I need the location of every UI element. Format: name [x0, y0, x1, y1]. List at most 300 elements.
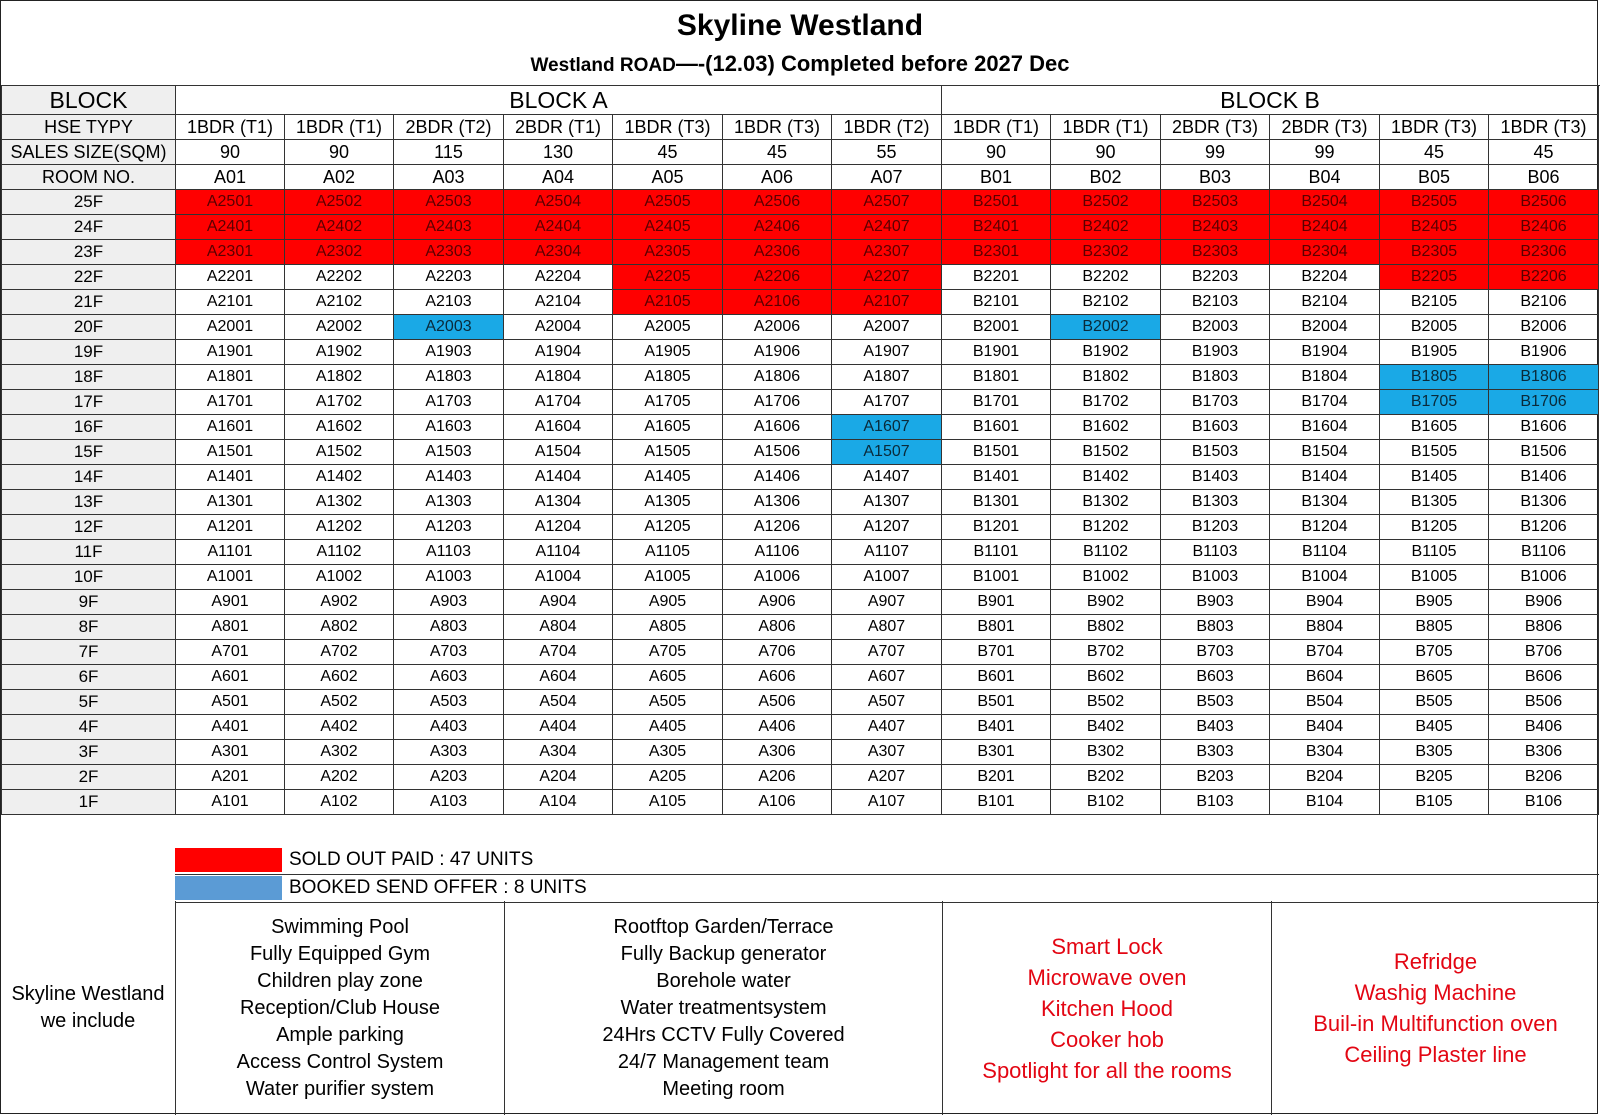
unit-availability-table [1, 85, 1599, 815]
unit-cell: A1102 [285, 540, 394, 565]
feature-item: Swimming Pool [271, 915, 409, 938]
unit-cell: B1203 [1161, 515, 1270, 540]
unit-cell: B2202 [1051, 265, 1161, 290]
unit-cell: B1604 [1270, 415, 1380, 440]
unit-cell: A1401 [176, 465, 285, 490]
floor-label: 13F [2, 490, 176, 515]
floor-row [2, 290, 1599, 315]
floor-row [2, 765, 1599, 790]
unit-cell: B2506 [1489, 190, 1599, 215]
floor-label: 1F [2, 790, 176, 815]
unit-cell: A301 [176, 740, 285, 765]
unit-cell: B2101 [942, 290, 1051, 315]
unit-cell: A1007 [832, 565, 942, 590]
unit-cell: B2505 [1380, 190, 1489, 215]
unit-cell: A602 [285, 665, 394, 690]
unit-cell: B1903 [1161, 340, 1270, 365]
unit-cell: A2007 [832, 315, 942, 340]
unit-cell: B401 [942, 715, 1051, 740]
unit-cell: B703 [1161, 640, 1270, 665]
unit-cell: A1903 [394, 340, 504, 365]
unit-cell: B1804 [1270, 365, 1380, 390]
unit-cell: A1505 [613, 440, 723, 465]
subtitle-road: Westland ROAD [530, 55, 676, 76]
unit-cell: A801 [176, 615, 285, 640]
unit-cell: B1405 [1380, 465, 1489, 490]
feature-item: Ample parking [276, 1023, 404, 1046]
unit-cell: A2403 [394, 215, 504, 240]
room-no-label: ROOM NO. [2, 165, 176, 190]
unit-cell: A1703 [394, 390, 504, 415]
unit-cell: A1003 [394, 565, 504, 590]
unit-cell: A2106 [723, 290, 832, 315]
house-type-cell: 2BDR (T3) [1270, 115, 1380, 140]
unit-cell: B701 [942, 640, 1051, 665]
unit-cell: A202 [285, 765, 394, 790]
unit-cell: A1402 [285, 465, 394, 490]
unit-cell: A1707 [832, 390, 942, 415]
unit-cell: B1706 [1489, 390, 1599, 415]
feature-item: Borehole water [656, 969, 791, 992]
unit-cell: B1205 [1380, 515, 1489, 540]
unit-cell: B806 [1489, 615, 1599, 640]
floor-label: 16F [2, 415, 176, 440]
unit-cell: B1103 [1161, 540, 1270, 565]
unit-cell: B1406 [1489, 465, 1599, 490]
unit-cell: B2404 [1270, 215, 1380, 240]
feature-item: Ceiling Plaster line [1344, 1042, 1527, 1067]
unit-cell: A2102 [285, 290, 394, 315]
unit-cell: B2203 [1161, 265, 1270, 290]
unit-cell: B104 [1270, 790, 1380, 815]
unit-cell: B303 [1161, 740, 1270, 765]
legend-sold [175, 847, 1599, 875]
unit-cell: A1502 [285, 440, 394, 465]
unit-cell: A405 [613, 715, 723, 740]
unit-cell: B2102 [1051, 290, 1161, 315]
unit-cell: B2401 [942, 215, 1051, 240]
page-subtitle [1, 51, 1599, 77]
unit-cell: B2105 [1380, 290, 1489, 315]
unit-cell: A1405 [613, 465, 723, 490]
unit-cell: A701 [176, 640, 285, 665]
unit-cell: A1906 [723, 340, 832, 365]
unit-cell: B1303 [1161, 490, 1270, 515]
floor-row [2, 265, 1599, 290]
unit-cell: B2001 [942, 315, 1051, 340]
feature-item: Cooker hob [1050, 1026, 1164, 1052]
unit-cell: B1106 [1489, 540, 1599, 565]
unit-cell: A806 [723, 615, 832, 640]
unit-cell: A1002 [285, 565, 394, 590]
unit-cell: A401 [176, 715, 285, 740]
unit-cell: B301 [942, 740, 1051, 765]
unit-cell: B505 [1380, 690, 1489, 715]
unit-cell: A506 [723, 690, 832, 715]
unit-cell: B704 [1270, 640, 1380, 665]
unit-cell: B1004 [1270, 565, 1380, 590]
unit-cell: B906 [1489, 590, 1599, 615]
sales-size-cell: 55 [832, 140, 942, 165]
unit-cell: B1603 [1161, 415, 1270, 440]
house-type-cell: 1BDR (T3) [723, 115, 832, 140]
unit-cell: A2103 [394, 290, 504, 315]
unit-cell: B1305 [1380, 490, 1489, 515]
unit-cell: A2303 [394, 240, 504, 265]
unit-cell: A302 [285, 740, 394, 765]
feature-item: Buil-in Multifunction oven [1313, 1011, 1558, 1036]
floor-row [2, 240, 1599, 265]
unit-cell: A505 [613, 690, 723, 715]
unit-cell: A303 [394, 740, 504, 765]
unit-cell: A606 [723, 665, 832, 690]
unit-cell: B1806 [1489, 365, 1599, 390]
block-name: BLOCK A [176, 86, 942, 115]
unit-cell: B1204 [1270, 515, 1380, 540]
unit-cell: A2301 [176, 240, 285, 265]
unit-cell: A1507 [832, 440, 942, 465]
floor-row [2, 590, 1599, 615]
sales-size-label: SALES SIZE(SQM) [2, 140, 176, 165]
unit-cell: B1302 [1051, 490, 1161, 515]
unit-cell: A1804 [504, 365, 613, 390]
unit-cell: B2106 [1489, 290, 1599, 315]
unit-cell: A1005 [613, 565, 723, 590]
unit-cell: A1902 [285, 340, 394, 365]
unit-cell: A1001 [176, 565, 285, 590]
unit-cell: B1606 [1489, 415, 1599, 440]
room-no-cell: B02 [1051, 165, 1161, 190]
unit-cell: A1103 [394, 540, 504, 565]
floor-label: 17F [2, 390, 176, 415]
unit-cell: A1605 [613, 415, 723, 440]
floor-row [2, 615, 1599, 640]
unit-cell: B803 [1161, 615, 1270, 640]
unit-cell: B1701 [942, 390, 1051, 415]
house-type-cell: 1BDR (T3) [613, 115, 723, 140]
unit-cell: A2406 [723, 215, 832, 240]
unit-cell: B2306 [1489, 240, 1599, 265]
floor-label: 19F [2, 340, 176, 365]
unit-cell: A502 [285, 690, 394, 715]
unit-cell: A2204 [504, 265, 613, 290]
unit-cell: B2205 [1380, 265, 1489, 290]
unit-cell: B2004 [1270, 315, 1380, 340]
unit-cell: B1306 [1489, 490, 1599, 515]
unit-cell: A206 [723, 765, 832, 790]
unit-cell: A402 [285, 715, 394, 740]
unit-cell: A1504 [504, 440, 613, 465]
floor-label: 5F [2, 690, 176, 715]
sales-size-cell: 99 [1161, 140, 1270, 165]
floor-row [2, 315, 1599, 340]
floor-label: 3F [2, 740, 176, 765]
unit-cell: A404 [504, 715, 613, 740]
room-no-cell: B05 [1380, 165, 1489, 190]
unit-cell: B1805 [1380, 365, 1489, 390]
floor-row [2, 740, 1599, 765]
unit-cell: B1602 [1051, 415, 1161, 440]
floor-label: 6F [2, 665, 176, 690]
unit-cell: A2206 [723, 265, 832, 290]
unit-cell: B105 [1380, 790, 1489, 815]
unit-cell: A2505 [613, 190, 723, 215]
unit-cell: A1606 [723, 415, 832, 440]
unit-cell: A907 [832, 590, 942, 615]
unit-cell: B203 [1161, 765, 1270, 790]
unit-cell: B2104 [1270, 290, 1380, 315]
sales-size-cell: 45 [613, 140, 723, 165]
unit-cell: A1406 [723, 465, 832, 490]
room-no-row [2, 165, 1599, 190]
unit-cell: B1401 [942, 465, 1051, 490]
unit-cell: A1306 [723, 490, 832, 515]
unit-cell: A1302 [285, 490, 394, 515]
unit-cell: A2107 [832, 290, 942, 315]
unit-cell: A2507 [832, 190, 942, 215]
unit-cell: A1203 [394, 515, 504, 540]
unit-cell: A1201 [176, 515, 285, 540]
unit-cell: A407 [832, 715, 942, 740]
room-no-cell: A06 [723, 165, 832, 190]
unit-cell: B1301 [942, 490, 1051, 515]
unit-cell: A1803 [394, 365, 504, 390]
house-type-cell: 2BDR (T2) [394, 115, 504, 140]
unit-cell: B205 [1380, 765, 1489, 790]
feature-item: Fully Equipped Gym [249, 942, 431, 965]
unit-cell: B2003 [1161, 315, 1270, 340]
unit-cell: A707 [832, 640, 942, 665]
feature-item: Fully Backup generator [620, 942, 827, 965]
room-no-cell: B06 [1489, 165, 1599, 190]
unit-cell: B1605 [1380, 415, 1489, 440]
unit-cell: B1003 [1161, 565, 1270, 590]
unit-cell: A1303 [394, 490, 504, 515]
floor-label: 24F [2, 215, 176, 240]
unit-cell: A1701 [176, 390, 285, 415]
unit-cell: A2005 [613, 315, 723, 340]
unit-cell: B1801 [942, 365, 1051, 390]
unit-cell: B2405 [1380, 215, 1489, 240]
house-type-cell: 2BDR (T1) [504, 115, 613, 140]
unit-cell: A102 [285, 790, 394, 815]
floor-label: 23F [2, 240, 176, 265]
unit-cell: B2501 [942, 190, 1051, 215]
unit-cell: A903 [394, 590, 504, 615]
unit-cell: B2204 [1270, 265, 1380, 290]
unit-cell: A205 [613, 765, 723, 790]
unit-cell: B202 [1051, 765, 1161, 790]
unit-cell: B1005 [1380, 565, 1489, 590]
feature-item: Spotlight for all the rooms [982, 1057, 1232, 1083]
floor-row [2, 415, 1599, 440]
unit-cell: B702 [1051, 640, 1161, 665]
unit-cell: B2301 [942, 240, 1051, 265]
unit-cell: B302 [1051, 740, 1161, 765]
unit-cell: A304 [504, 740, 613, 765]
subtitle-completion: —-(12.03) Completed before 2027 Dec [675, 51, 1070, 76]
unit-cell: B604 [1270, 665, 1380, 690]
unit-cell: A1501 [176, 440, 285, 465]
unit-cell: A1506 [723, 440, 832, 465]
unit-cell: A103 [394, 790, 504, 815]
sales-size-cell: 130 [504, 140, 613, 165]
floor-row [2, 190, 1599, 215]
unit-cell: B306 [1489, 740, 1599, 765]
unit-cell: A2205 [613, 265, 723, 290]
floor-row [2, 340, 1599, 365]
features-heading [1, 901, 175, 1115]
unit-cell: A2203 [394, 265, 504, 290]
unit-cell: A2305 [613, 240, 723, 265]
unit-cell: A2101 [176, 290, 285, 315]
unit-cell: B603 [1161, 665, 1270, 690]
unit-cell: A1004 [504, 565, 613, 590]
unit-cell: B2206 [1489, 265, 1599, 290]
block-label: BLOCK [2, 86, 176, 115]
unit-cell: A1801 [176, 365, 285, 390]
sales-size-cell: 45 [723, 140, 832, 165]
floor-row [2, 365, 1599, 390]
unit-cell: B1901 [942, 340, 1051, 365]
unit-cell: B1601 [942, 415, 1051, 440]
unit-cell: A706 [723, 640, 832, 665]
floor-label: 25F [2, 190, 176, 215]
unit-cell: A2504 [504, 190, 613, 215]
unit-cell: A2304 [504, 240, 613, 265]
block-name: BLOCK B [942, 86, 1599, 115]
house-type-cell: 2BDR (T3) [1161, 115, 1270, 140]
sales-size-cell: 90 [942, 140, 1051, 165]
unit-cell: B1704 [1270, 390, 1380, 415]
unit-cell: A2307 [832, 240, 942, 265]
unit-cell: A1104 [504, 540, 613, 565]
legend-booked-label: BOOKED SEND OFFER : 8 UNITS [289, 877, 587, 898]
floor-label: 14F [2, 465, 176, 490]
unit-cell: B1206 [1489, 515, 1599, 540]
unit-cell: B1402 [1051, 465, 1161, 490]
room-no-cell: A01 [176, 165, 285, 190]
block-header-row [2, 86, 1599, 115]
unit-cell: A307 [832, 740, 942, 765]
unit-cell: A804 [504, 615, 613, 640]
feature-item: Rootftop Garden/Terrace [613, 915, 834, 938]
unit-cell: B2403 [1161, 215, 1270, 240]
unit-cell: B901 [942, 590, 1051, 615]
unit-cell: B1404 [1270, 465, 1380, 490]
feature-item: Children play zone [257, 969, 423, 992]
floor-label: 20F [2, 315, 176, 340]
unit-cell: B2006 [1489, 315, 1599, 340]
unit-cell: B1503 [1161, 440, 1270, 465]
unit-cell: B2302 [1051, 240, 1161, 265]
unit-cell: B1506 [1489, 440, 1599, 465]
floor-label: 18F [2, 365, 176, 390]
unit-cell: A504 [504, 690, 613, 715]
unit-cell: B902 [1051, 590, 1161, 615]
unit-cell: B2502 [1051, 190, 1161, 215]
sales-size-cell: 90 [176, 140, 285, 165]
unit-cell: B904 [1270, 590, 1380, 615]
unit-cell: B2303 [1161, 240, 1270, 265]
facilities-list-2 [504, 901, 942, 1115]
unit-cell: B1105 [1380, 540, 1489, 565]
unit-cell: B1904 [1270, 340, 1380, 365]
house-type-cell: 1BDR (T1) [942, 115, 1051, 140]
feature-item: Washig Machine [1354, 980, 1517, 1005]
unit-cell: A1202 [285, 515, 394, 540]
unit-cell: B1101 [942, 540, 1051, 565]
floor-row [2, 790, 1599, 815]
unit-cell: A207 [832, 765, 942, 790]
unit-cell: A1602 [285, 415, 394, 440]
unit-cell: A2405 [613, 215, 723, 240]
unit-cell: B404 [1270, 715, 1380, 740]
feature-item: Meeting room [662, 1077, 785, 1100]
legend-booked [175, 875, 1599, 903]
feature-item: 24/7 Management team [617, 1050, 830, 1073]
floor-label: 7F [2, 640, 176, 665]
appliances-list-2 [1271, 901, 1599, 1115]
unit-cell: B705 [1380, 640, 1489, 665]
unit-cell: B601 [942, 665, 1051, 690]
unit-cell: A305 [613, 740, 723, 765]
room-no-cell: A02 [285, 165, 394, 190]
unit-cell: A1307 [832, 490, 942, 515]
unit-cell: A2202 [285, 265, 394, 290]
sales-size-row [2, 140, 1599, 165]
unit-cell: A1706 [723, 390, 832, 415]
house-type-cell: 1BDR (T3) [1380, 115, 1489, 140]
unit-cell: A2407 [832, 215, 942, 240]
unit-cell: A601 [176, 665, 285, 690]
unit-cell: A105 [613, 790, 723, 815]
unit-cell: A603 [394, 665, 504, 690]
unit-cell: A1107 [832, 540, 942, 565]
unit-cell: A406 [723, 715, 832, 740]
unit-cell: A503 [394, 690, 504, 715]
unit-cell: B201 [942, 765, 1051, 790]
unit-cell: B1705 [1380, 390, 1489, 415]
unit-cell: A104 [504, 790, 613, 815]
unit-cell: A1907 [832, 340, 942, 365]
unit-cell: A1905 [613, 340, 723, 365]
unit-cell: A1805 [613, 365, 723, 390]
unit-cell: B2503 [1161, 190, 1270, 215]
unit-cell: A1105 [613, 540, 723, 565]
sales-size-cell: 90 [1051, 140, 1161, 165]
unit-cell: B605 [1380, 665, 1489, 690]
unit-cell: A1305 [613, 490, 723, 515]
hse-type-label: HSE TYPY [2, 115, 176, 140]
unit-cell: A203 [394, 765, 504, 790]
unit-cell: B504 [1270, 690, 1380, 715]
room-no-cell: A05 [613, 165, 723, 190]
feature-item: 24Hrs CCTV Fully Covered [602, 1023, 845, 1046]
unit-cell: A902 [285, 590, 394, 615]
unit-cell: A1206 [723, 515, 832, 540]
facilities-list-1 [175, 901, 504, 1115]
unit-cell: A1807 [832, 365, 942, 390]
unit-cell: B1703 [1161, 390, 1270, 415]
unit-cell: B1505 [1380, 440, 1489, 465]
feature-item: Microwave oven [1027, 964, 1187, 990]
unit-cell: B1905 [1380, 340, 1489, 365]
room-no-cell: B01 [942, 165, 1051, 190]
hse-type-row [2, 115, 1599, 140]
unit-cell: A802 [285, 615, 394, 640]
unit-cell: A2401 [176, 215, 285, 240]
